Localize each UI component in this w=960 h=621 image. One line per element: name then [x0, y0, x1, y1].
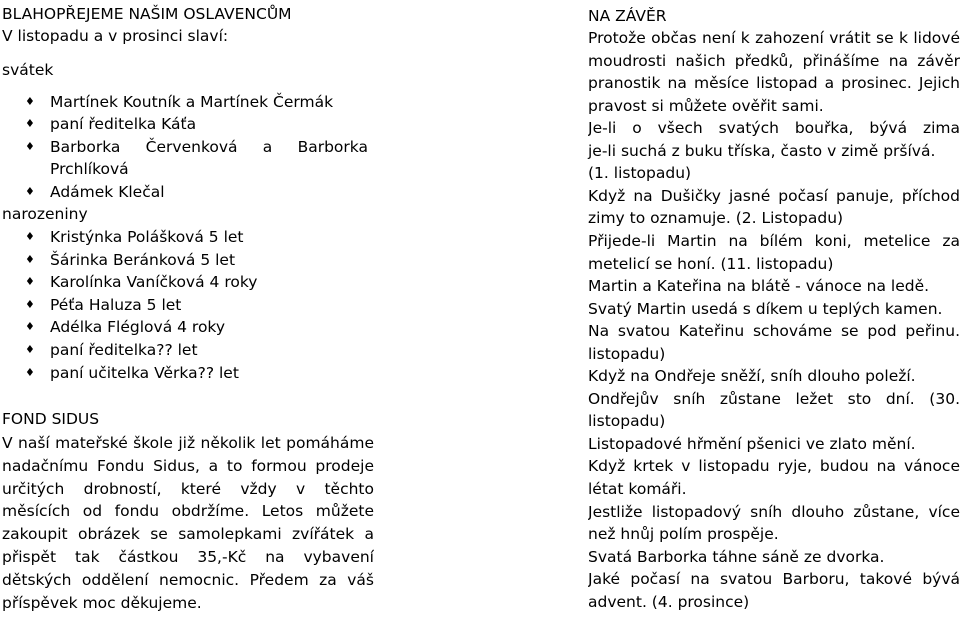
- zaver-heading: NA ZÁVĚR: [588, 7, 667, 25]
- list-item-text: paní ředitelka Káťa: [50, 115, 197, 133]
- paragraph-line: listopadu): [588, 344, 666, 363]
- paragraph-line: metelicí se honí. (11. listopadu): [588, 254, 834, 273]
- paragraph-line: Listopadové hřmění pšenici ve zlato mění.: [588, 434, 916, 453]
- list-item: [2, 181, 374, 203]
- list-item: [2, 271, 374, 293]
- paragraph-line: určitých drobností, které vždy v těchto: [2, 479, 374, 498]
- paragraph-line: měsících od fondu obdržíme. Letos můžete: [2, 502, 374, 521]
- paragraph-line: Martin a Kateřina na blátě - vánoce na ledě.: [588, 277, 930, 296]
- paragraph-line: Protože občas není k zahození vrátit se k lidové: [588, 29, 960, 47]
- paragraph-line: nadačnímu Fondu Sidus, a to formou prodeje: [2, 456, 374, 475]
- diamond-bullet-icon: ♦: [25, 252, 35, 266]
- paragraph-line: Je-li o všech svatých bouřka, bývá zima: [588, 119, 960, 138]
- list-item-text: Šárinka Beránková 5 let: [50, 250, 236, 269]
- list-item: [2, 91, 374, 113]
- paragraph-line: Přijede-li Martin na bílém koni, metelice za: [588, 231, 960, 250]
- diamond-bullet-icon: ♦: [25, 140, 35, 153]
- narozeniny-heading: narozeniny: [2, 205, 88, 223]
- paragraph-line: zakoupit obrázek se samolepkami zvířátek a: [2, 525, 374, 544]
- paragraph-line: pranostik na měsíce listopad a prosinec. Jejich: [588, 74, 960, 93]
- paragraph-line: létat komáři.: [588, 480, 687, 498]
- list-item-continuation: Prchlíková: [50, 160, 129, 178]
- diamond-bullet-icon: ♦: [25, 343, 35, 356]
- paragraph-line: příspěvek moc děkujeme.: [2, 593, 202, 612]
- list-item-text: paní ředitelka?? let: [50, 341, 198, 359]
- list-item-text: Martínek Koutník a Martínek Čermák: [50, 93, 334, 111]
- diamond-bullet-icon: ♦: [25, 320, 35, 334]
- paragraph-line: zimy to oznamuje. (2. Listopadu): [588, 209, 844, 228]
- congrats-title: BLAHOPŘEJEME NAŠIM OSLAVENCŮM: [2, 5, 292, 23]
- paragraph-line: moudrosti našich předků, přinášíme na závěr: [588, 51, 960, 70]
- diamond-bullet-icon: ♦: [25, 365, 35, 379]
- paragraph-line: Na svatou Kateřinu schováme se pod peřinu.: [588, 322, 960, 341]
- paragraph-line: advent. (4. prosince): [588, 592, 750, 611]
- diamond-bullet-icon: ♦: [25, 275, 35, 289]
- diamond-bullet-icon: ♦: [25, 117, 35, 130]
- paragraph-line: V naší mateřské škole již několik let pomáháme: [2, 434, 374, 452]
- svatek-heading: svátek: [2, 61, 54, 79]
- paragraph-line: Když krtek v listopadu ryje, budou na vánoce: [588, 457, 960, 476]
- list-item-text: Karolínka Vaníčková 4 roky: [50, 273, 258, 292]
- diamond-bullet-icon: ♦: [25, 297, 35, 311]
- list-item-text: Péťa Haluza 5 let: [50, 295, 182, 314]
- diamond-bullet-icon: ♦: [25, 185, 35, 198]
- list-item: [2, 316, 374, 338]
- list-item: [2, 294, 374, 316]
- paragraph-line: Ondřejův sníh zůstane ležet sto dní. (30.: [588, 389, 960, 408]
- list-item: [2, 136, 374, 158]
- diamond-bullet-icon: ♦: [25, 95, 35, 108]
- congrats-intro: V listopadu a v prosinci slaví:: [2, 27, 229, 45]
- fond-heading: FOND SIDUS: [2, 410, 100, 428]
- list-item: [2, 249, 374, 271]
- paragraph-line: přispět tak částkou 35,-Kč na vybavení: [2, 548, 374, 566]
- paragraph-line: (1. listopadu): [588, 164, 692, 183]
- paragraph-line: pravost si můžete ověřit sami.: [588, 96, 824, 115]
- list-item-text: paní učitelka Věrka?? let: [50, 363, 239, 382]
- list-item: [2, 339, 374, 361]
- paragraph-line: dětských oddělení nemocnic. Předem za váš: [2, 570, 374, 589]
- list-item-text: Adámek Klečal: [50, 183, 165, 201]
- list-item-text: Barborka Červenková a Barborka: [50, 138, 368, 156]
- paragraph-line: Jestliže listopadový sníh dlouho zůstane, více: [588, 502, 960, 521]
- list-item: [2, 362, 374, 384]
- list-item: [2, 226, 374, 248]
- paragraph-line: listopadu): [588, 412, 666, 431]
- paragraph-line: Když na Ondřeje sněží, sníh dlouho poleží.: [588, 367, 916, 386]
- paragraph-line: Když na Dušičky jasné počasí panuje, příchod: [588, 186, 960, 205]
- list-item-text: Kristýnka Polášková 5 let: [50, 228, 244, 246]
- paragraph-line: než hnůj polím prospěje.: [588, 525, 779, 544]
- paragraph-line: Svatý Martin usedá s díkem u teplých kamen.: [588, 299, 943, 318]
- list-item: [2, 113, 374, 135]
- diamond-bullet-icon: ♦: [25, 230, 35, 243]
- paragraph-line: Svatá Barborka táhne sáně ze dvorka.: [588, 547, 885, 566]
- list-item-text: Adélka Fléglová 4 roky: [50, 318, 226, 337]
- paragraph-line: Jaké počasí na svatou Barboru, takové bývá: [588, 570, 960, 589]
- paragraph-line: je-li suchá z buku tříska, často v zimě pršívá.: [588, 141, 936, 160]
